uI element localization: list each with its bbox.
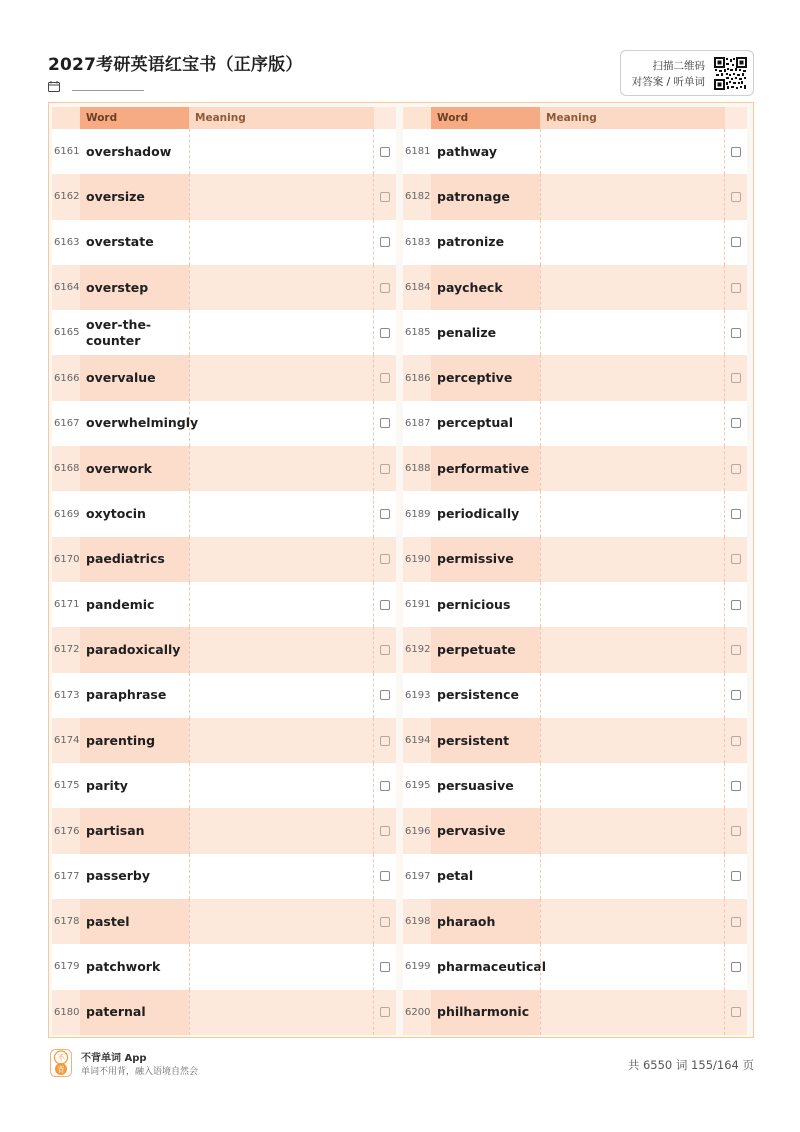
word-number: 6167 bbox=[54, 417, 80, 429]
word-number: 6163 bbox=[54, 236, 80, 248]
check-cell bbox=[374, 355, 396, 400]
table-row bbox=[52, 310, 396, 355]
word-number: 6185 bbox=[405, 327, 431, 339]
meaning-blank[interactable] bbox=[189, 627, 374, 672]
date-blank-line[interactable] bbox=[72, 83, 144, 91]
check-cell bbox=[374, 718, 396, 763]
svg-text:背: 背 bbox=[57, 1065, 65, 1074]
word-text: patronage bbox=[431, 174, 540, 219]
meaning-blank[interactable] bbox=[540, 673, 725, 718]
check-cell bbox=[725, 763, 747, 808]
check-cell bbox=[725, 899, 747, 944]
word-text: pathway bbox=[437, 143, 498, 159]
word-number: 6172 bbox=[54, 644, 80, 656]
word-number: 6187 bbox=[405, 417, 431, 429]
meaning-blank[interactable] bbox=[540, 627, 725, 672]
table-row bbox=[403, 265, 747, 310]
word-number: 6168 bbox=[54, 463, 80, 475]
checkbox-icon[interactable] bbox=[731, 373, 741, 383]
meaning-blank[interactable] bbox=[540, 310, 725, 355]
checkbox-icon[interactable] bbox=[380, 147, 390, 157]
word-number: 6186 bbox=[405, 372, 431, 384]
checkbox-icon[interactable] bbox=[731, 509, 741, 519]
word-text: perceptive bbox=[431, 355, 540, 400]
word-number: 6174 bbox=[54, 735, 80, 746]
checkbox-icon[interactable] bbox=[380, 464, 390, 474]
word-text: persuasive bbox=[437, 777, 514, 793]
word-number: 6183 bbox=[405, 236, 431, 248]
meaning-blank[interactable] bbox=[540, 718, 725, 763]
word-text: paraphrase bbox=[86, 687, 167, 703]
header-meaning: Meaning bbox=[189, 107, 374, 129]
check-cell bbox=[374, 944, 396, 989]
checkbox-icon[interactable] bbox=[380, 871, 390, 881]
check-cell bbox=[374, 265, 396, 310]
table-row bbox=[52, 627, 396, 672]
word-number: 6166 bbox=[54, 372, 80, 384]
date-row bbox=[48, 81, 144, 92]
word-number: 6177 bbox=[54, 870, 80, 882]
meaning-blank[interactable] bbox=[540, 129, 725, 174]
word-number: 6170 bbox=[54, 553, 80, 565]
check-cell bbox=[725, 265, 747, 310]
table-row bbox=[403, 808, 747, 853]
word-number: 6192 bbox=[405, 644, 431, 656]
word-text: paycheck bbox=[431, 265, 540, 310]
word-text: performative bbox=[431, 446, 540, 491]
word-text: overwhelmingly bbox=[86, 415, 199, 431]
check-cell bbox=[725, 129, 747, 174]
check-cell bbox=[374, 990, 396, 1035]
checkbox-icon[interactable] bbox=[380, 962, 390, 972]
qr-caption-line1: 扫描二维码 bbox=[652, 60, 705, 72]
meaning-blank[interactable] bbox=[189, 129, 374, 174]
check-cell bbox=[374, 174, 396, 219]
word-text: patchwork bbox=[86, 958, 161, 974]
meaning-blank[interactable] bbox=[189, 673, 374, 718]
word-text: paediatrics bbox=[80, 537, 189, 582]
word-text: pastel bbox=[80, 899, 189, 944]
word-number: 6164 bbox=[54, 282, 80, 294]
meaning-blank[interactable] bbox=[189, 491, 374, 536]
checkbox-icon[interactable] bbox=[731, 554, 741, 564]
qr-code-panel[interactable] bbox=[620, 50, 754, 96]
word-number: 6180 bbox=[54, 1006, 80, 1018]
table-row bbox=[403, 220, 747, 265]
meaning-blank[interactable] bbox=[540, 265, 725, 310]
word-number: 6194 bbox=[405, 735, 431, 746]
meaning-blank[interactable] bbox=[189, 899, 374, 944]
table-row bbox=[403, 763, 747, 808]
table-row bbox=[403, 990, 747, 1035]
meaning-blank[interactable] bbox=[189, 401, 374, 446]
word-number: 6200 bbox=[405, 1006, 431, 1018]
meaning-blank[interactable] bbox=[540, 990, 725, 1035]
check-cell bbox=[725, 537, 747, 582]
meaning-blank[interactable] bbox=[189, 174, 374, 219]
checkbox-icon[interactable] bbox=[731, 690, 741, 700]
word-text: oversize bbox=[80, 174, 189, 219]
meaning-blank[interactable] bbox=[540, 355, 725, 400]
word-number: 6188 bbox=[405, 463, 431, 475]
table-row bbox=[52, 808, 396, 853]
meaning-blank[interactable] bbox=[540, 491, 725, 536]
meaning-blank[interactable] bbox=[189, 265, 374, 310]
checkbox-icon[interactable] bbox=[380, 283, 390, 293]
table-row bbox=[52, 944, 396, 989]
meaning-blank[interactable] bbox=[540, 763, 725, 808]
check-cell bbox=[725, 627, 747, 672]
page-title: 2027考研英语红宝书（正序版） bbox=[48, 55, 303, 75]
app-logo-icon bbox=[50, 1049, 72, 1077]
header-meaning: Meaning bbox=[540, 107, 725, 129]
check-cell bbox=[374, 899, 396, 944]
header-check-cell bbox=[374, 107, 396, 129]
meaning-blank[interactable] bbox=[540, 537, 725, 582]
word-number: 6196 bbox=[405, 825, 431, 837]
table-row bbox=[52, 854, 396, 899]
checkbox-icon[interactable] bbox=[380, 826, 390, 836]
table-row bbox=[52, 899, 396, 944]
check-cell bbox=[374, 129, 396, 174]
word-text: paradoxically bbox=[80, 627, 189, 672]
word-number: 6195 bbox=[405, 780, 431, 792]
table-row bbox=[52, 265, 396, 310]
meaning-blank[interactable] bbox=[189, 220, 374, 265]
check-cell bbox=[374, 310, 396, 355]
left-column bbox=[52, 107, 396, 1035]
table-row bbox=[52, 582, 396, 627]
check-cell bbox=[374, 808, 396, 853]
table-row bbox=[52, 718, 396, 763]
word-number: 6176 bbox=[54, 825, 80, 837]
check-cell bbox=[725, 718, 747, 763]
app-slogan: 单词不用背，融入语境自然会 bbox=[81, 1067, 199, 1077]
word-text: pharaoh bbox=[431, 899, 540, 944]
checkbox-icon[interactable] bbox=[731, 736, 741, 746]
word-text: overwork bbox=[80, 446, 189, 491]
check-cell bbox=[374, 582, 396, 627]
table-row bbox=[52, 491, 396, 536]
check-cell bbox=[725, 355, 747, 400]
table-row bbox=[403, 537, 747, 582]
table-row bbox=[403, 355, 747, 400]
calendar-icon bbox=[48, 81, 60, 92]
word-text: overstep bbox=[80, 265, 189, 310]
checkbox-icon[interactable] bbox=[380, 645, 390, 655]
header-word: Word bbox=[80, 107, 189, 129]
table-row bbox=[52, 129, 396, 174]
table-row bbox=[52, 446, 396, 491]
table-row bbox=[403, 718, 747, 763]
meaning-blank[interactable] bbox=[540, 899, 725, 944]
word-text: petal bbox=[437, 868, 474, 884]
word-number: 6197 bbox=[405, 870, 431, 882]
word-text: over-the-counter bbox=[86, 316, 152, 348]
check-cell bbox=[725, 446, 747, 491]
meaning-blank[interactable] bbox=[189, 854, 374, 899]
word-number: 6198 bbox=[405, 916, 431, 928]
checkbox-icon[interactable] bbox=[731, 464, 741, 474]
word-number: 6189 bbox=[405, 508, 431, 520]
qr-caption bbox=[632, 58, 705, 90]
table-row bbox=[403, 129, 747, 174]
right-column bbox=[403, 107, 747, 1035]
table-row bbox=[52, 990, 396, 1035]
word-text: persistent bbox=[431, 718, 540, 763]
word-table-frame bbox=[48, 102, 754, 1038]
header-word: Word bbox=[431, 107, 540, 129]
check-cell bbox=[725, 310, 747, 355]
checkbox-icon[interactable] bbox=[731, 283, 741, 293]
checkbox-icon[interactable] bbox=[731, 147, 741, 157]
meaning-blank[interactable] bbox=[189, 763, 374, 808]
table-row bbox=[403, 944, 747, 989]
word-text: overshadow bbox=[86, 143, 172, 159]
word-text: permissive bbox=[431, 537, 540, 582]
page-info: 共 6550 词 155/164 页 bbox=[627, 1058, 754, 1072]
table-row bbox=[403, 401, 747, 446]
table-row bbox=[403, 673, 747, 718]
meaning-blank[interactable] bbox=[189, 537, 374, 582]
word-text: pernicious bbox=[437, 596, 511, 612]
meaning-blank[interactable] bbox=[189, 582, 374, 627]
check-cell bbox=[725, 582, 747, 627]
word-rows-right bbox=[403, 129, 747, 1035]
meaning-blank[interactable] bbox=[189, 990, 374, 1035]
word-number: 6193 bbox=[405, 689, 431, 701]
checkbox-icon[interactable] bbox=[731, 871, 741, 881]
word-text: pervasive bbox=[431, 808, 540, 853]
check-cell bbox=[374, 627, 396, 672]
checkbox-icon[interactable] bbox=[380, 736, 390, 746]
table-row bbox=[403, 582, 747, 627]
word-text: parenting bbox=[80, 718, 189, 763]
table-row bbox=[403, 310, 747, 355]
word-text: oxytocin bbox=[86, 506, 146, 522]
word-number: 6182 bbox=[405, 191, 431, 203]
checkbox-icon[interactable] bbox=[380, 373, 390, 383]
page-footer bbox=[48, 1049, 754, 1081]
word-text: perpetuate bbox=[431, 627, 540, 672]
table-row bbox=[403, 174, 747, 219]
header-check-cell bbox=[725, 107, 747, 129]
checkbox-icon[interactable] bbox=[380, 600, 390, 610]
word-rows-left bbox=[52, 129, 396, 1035]
checkbox-icon[interactable] bbox=[731, 418, 741, 428]
qr-code-icon[interactable] bbox=[714, 57, 747, 90]
checkbox-icon[interactable] bbox=[380, 1007, 390, 1017]
meaning-blank[interactable] bbox=[540, 174, 725, 219]
meaning-blank[interactable] bbox=[189, 944, 374, 989]
table-header bbox=[403, 107, 747, 129]
table-header bbox=[52, 107, 396, 129]
checkbox-icon[interactable] bbox=[731, 328, 741, 338]
meaning-blank[interactable] bbox=[540, 854, 725, 899]
word-number: 6162 bbox=[54, 191, 80, 203]
word-text: perceptual bbox=[437, 415, 514, 431]
checkbox-icon[interactable] bbox=[380, 917, 390, 927]
checkbox-icon[interactable] bbox=[731, 962, 741, 972]
meaning-blank[interactable] bbox=[540, 446, 725, 491]
page-header bbox=[48, 50, 754, 98]
word-number: 6161 bbox=[54, 146, 80, 158]
checkbox-icon[interactable] bbox=[731, 192, 741, 202]
checkbox-icon[interactable] bbox=[380, 781, 390, 791]
word-text: patronize bbox=[437, 234, 505, 250]
meaning-blank[interactable] bbox=[189, 310, 374, 355]
check-cell bbox=[725, 808, 747, 853]
table-row bbox=[52, 401, 396, 446]
table-row bbox=[403, 899, 747, 944]
word-text: paternal bbox=[80, 990, 189, 1035]
word-text: pandemic bbox=[86, 596, 155, 612]
check-cell bbox=[725, 401, 747, 446]
meaning-blank[interactable] bbox=[540, 808, 725, 853]
meaning-blank[interactable] bbox=[189, 446, 374, 491]
word-text: penalize bbox=[437, 324, 497, 340]
check-cell bbox=[725, 174, 747, 219]
checkbox-icon[interactable] bbox=[731, 917, 741, 927]
word-number: 6199 bbox=[405, 961, 431, 973]
word-text: overvalue bbox=[80, 355, 189, 400]
table-row bbox=[52, 174, 396, 219]
check-cell bbox=[374, 491, 396, 536]
checkbox-icon[interactable] bbox=[731, 826, 741, 836]
table-row bbox=[403, 627, 747, 672]
word-text: philharmonic bbox=[431, 990, 540, 1035]
meaning-blank[interactable] bbox=[189, 808, 374, 853]
word-number: 6178 bbox=[54, 916, 80, 928]
checkbox-icon[interactable] bbox=[731, 600, 741, 610]
check-cell bbox=[374, 673, 396, 718]
table-row bbox=[403, 854, 747, 899]
table-row bbox=[52, 673, 396, 718]
checkbox-icon[interactable] bbox=[380, 237, 390, 247]
check-cell bbox=[725, 673, 747, 718]
table-row bbox=[403, 491, 747, 536]
check-cell bbox=[374, 854, 396, 899]
check-cell bbox=[374, 537, 396, 582]
checkbox-icon[interactable] bbox=[380, 690, 390, 700]
meaning-blank[interactable] bbox=[189, 355, 374, 400]
word-number: 6179 bbox=[54, 961, 80, 973]
word-text: partisan bbox=[80, 808, 189, 853]
word-text: pharmaceutical bbox=[437, 958, 547, 974]
word-number: 6181 bbox=[405, 146, 431, 158]
table-row bbox=[403, 446, 747, 491]
word-number: 6169 bbox=[54, 508, 80, 520]
meaning-blank[interactable] bbox=[540, 220, 725, 265]
word-number: 6175 bbox=[54, 780, 80, 792]
table-row bbox=[52, 763, 396, 808]
word-number: 6191 bbox=[405, 599, 431, 611]
check-cell bbox=[725, 990, 747, 1035]
word-text: passerby bbox=[86, 868, 151, 884]
check-cell bbox=[725, 220, 747, 265]
checkbox-icon[interactable] bbox=[380, 554, 390, 564]
word-text: persistence bbox=[437, 687, 519, 703]
meaning-blank[interactable] bbox=[189, 718, 374, 763]
checkbox-icon[interactable] bbox=[380, 509, 390, 519]
app-logo-char: 不 bbox=[57, 1053, 65, 1063]
word-text: parity bbox=[86, 777, 128, 793]
meaning-blank[interactable] bbox=[540, 582, 725, 627]
meaning-blank[interactable] bbox=[540, 401, 725, 446]
check-cell bbox=[725, 854, 747, 899]
checkbox-icon[interactable] bbox=[380, 192, 390, 202]
check-cell bbox=[374, 763, 396, 808]
checkbox-icon[interactable] bbox=[731, 237, 741, 247]
check-cell bbox=[374, 401, 396, 446]
header-number-cell bbox=[52, 107, 80, 129]
word-text: overstate bbox=[86, 234, 154, 250]
table-row bbox=[52, 355, 396, 400]
check-cell bbox=[725, 491, 747, 536]
check-cell bbox=[374, 220, 396, 265]
app-name: 不背单词 App bbox=[81, 1053, 147, 1064]
checkbox-icon[interactable] bbox=[380, 328, 390, 338]
word-text: periodically bbox=[437, 506, 520, 522]
word-number: 6171 bbox=[54, 599, 80, 611]
word-number: 6184 bbox=[405, 282, 431, 294]
check-cell bbox=[374, 446, 396, 491]
checkbox-icon[interactable] bbox=[380, 418, 390, 428]
meaning-blank[interactable] bbox=[540, 944, 725, 989]
word-number: 6165 bbox=[54, 327, 80, 339]
checkbox-icon[interactable] bbox=[731, 645, 741, 655]
qr-caption-line2: 对答案 / 听单词 bbox=[631, 76, 705, 88]
checkbox-icon[interactable] bbox=[731, 1007, 741, 1017]
check-cell bbox=[725, 944, 747, 989]
word-number: 6173 bbox=[54, 689, 80, 701]
word-number: 6190 bbox=[405, 553, 431, 565]
checkbox-icon[interactable] bbox=[731, 781, 741, 791]
table-row bbox=[52, 537, 396, 582]
header-number-cell bbox=[403, 107, 431, 129]
table-row bbox=[52, 220, 396, 265]
